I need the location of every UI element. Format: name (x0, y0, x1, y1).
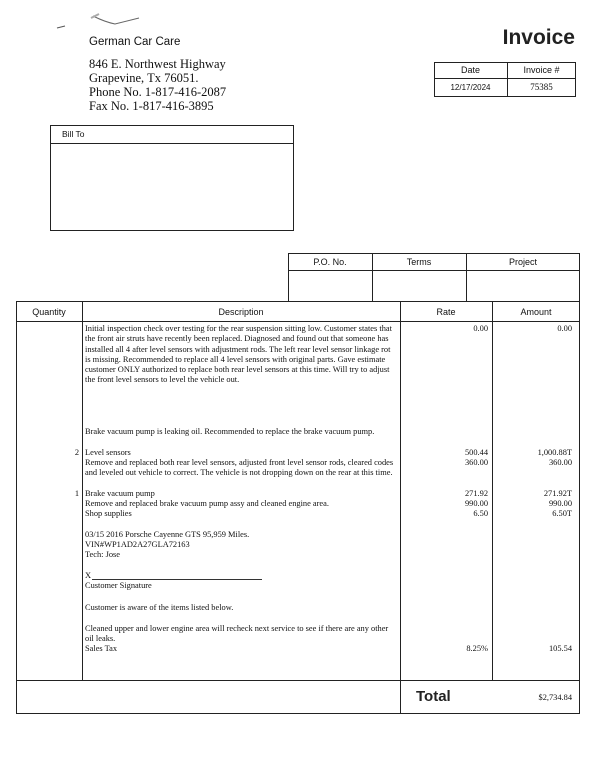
cleaned-note: Cleaned upper and lower engine area will recheck next service to see if there are any other oil leaks. (85, 624, 389, 644)
line-item-amount: 990.00 (548, 499, 572, 508)
line-item-rate: 990.00 (464, 499, 488, 508)
amount-header: Amount (520, 307, 552, 317)
sales-tax-amount: 105.54 (548, 644, 572, 653)
line-item-quantity: 1 (74, 489, 79, 498)
sales-tax-label: Sales Tax (85, 644, 118, 653)
line-item-rate: 500.44 (464, 448, 488, 457)
line-item-quantity: 2 (74, 448, 79, 457)
company-fax: Fax No. 1-817-416-3895 (89, 99, 214, 113)
date-label: Date (460, 65, 480, 75)
customer-aware-note: Customer is aware of the items listed below. (85, 603, 234, 612)
invoice-number-label: Invoice # (523, 65, 560, 75)
bill-to-label: Bill To (62, 129, 85, 139)
line-item-amount: 1,000.88T (537, 448, 572, 457)
signature-line (92, 579, 262, 580)
line-item-amount: 360.00 (548, 458, 572, 467)
company-name: German Car Care (89, 36, 181, 48)
total-row-divider (16, 680, 580, 681)
description-header: Description (218, 307, 264, 317)
line-item-amount: 6.50T (552, 509, 572, 518)
rate-header: Rate (436, 307, 456, 317)
line-item-description: Brake vacuum pump (85, 489, 155, 498)
signature-label: Customer Signature (85, 581, 152, 590)
line-item-description: Shop supplies (85, 509, 132, 518)
company-phone: Phone No. 1-817-416-2087 (89, 85, 227, 99)
line-item-description: Remove and replaced both rear level sensors, adjusted front level sensor rods, cleared codes and leveled out vehicle to correct. The vehicle is not dropping down on the rear at this time. (85, 458, 394, 478)
signature-x: X (85, 571, 92, 580)
sales-tax-rate: 8.25% (466, 644, 488, 653)
company-address-line1: 846 E. Northwest Highway (89, 57, 226, 71)
company-address-line2: Grapevine, Tx 76051. (89, 71, 199, 85)
line-item-description: Initial inspection check over testing for the rear suspension sitting low. Customer states that the front air struts have recently been replaced. Diagnosed and found out that someone has installed all 4 after level sensors with adjustment rods. The left rear level sensor linkage rot is missing. Recommended to replace all 4 level sensors with original parts. Gave estimate customer ONLY authorized to replace both rear level sensors at this time. Will try to adjust the front level sensors to level the vehicle out. (85, 324, 392, 385)
line-item-amount: 271.92T (543, 489, 572, 498)
po-number-label: P.O. No. (313, 257, 347, 267)
terms-label: Terms (406, 257, 432, 267)
line-item-description: Brake vacuum pump is leaking oil. Recommended to replace the brake vacuum pump. (85, 427, 375, 436)
line-item-rate: 0.00 (473, 324, 488, 333)
bill-to-box (50, 125, 294, 231)
scan-mark (55, 10, 145, 32)
quantity-header: Quantity (32, 307, 66, 317)
invoice-number: 75385 (530, 82, 553, 92)
line-item-rate: 271.92 (464, 489, 488, 498)
line-item-description: Level sensors (85, 448, 131, 457)
line-item-amount: 0.00 (557, 324, 572, 333)
invoice-date: 12/17/2024 (450, 83, 491, 92)
invoice-title: Invoice (502, 26, 575, 49)
total-label: Total (416, 688, 451, 705)
line-item-rate: 6.50 (473, 509, 488, 518)
vehicle-vin: VIN#WP1AD2A27GLA72163 (85, 540, 190, 549)
total-amount: $2,734.84 (538, 693, 572, 702)
technician: Tech: Jose (85, 550, 120, 559)
project-label: Project (508, 257, 537, 267)
line-item-description: Remove and replaced brake vacuum pump assy and cleaned engine area. (85, 499, 329, 508)
line-item-rate: 360.00 (464, 458, 488, 467)
vehicle-info-line: 03/15 2016 Porsche Cayenne GTS 95,959 Miles. (85, 530, 250, 539)
